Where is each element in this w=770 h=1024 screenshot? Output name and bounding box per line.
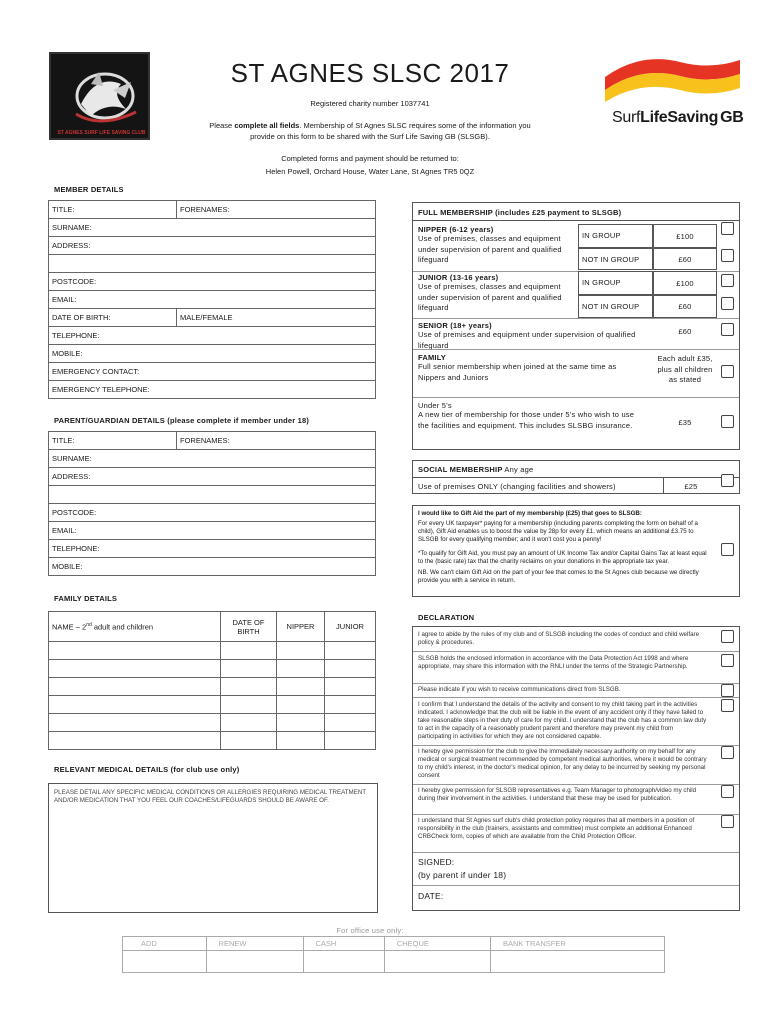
- notice-line-1: Please complete all fields. Membership of St Agnes SLSC requires some of the information you: [209, 121, 531, 130]
- office-col-bank-transfer: BANK TRANSFER: [491, 937, 665, 951]
- family-option: FAMILY Full senior membership when joined at the same time as Nippers and Juniors: [418, 353, 617, 382]
- member-emergency-contact-field[interactable]: EMERGENCY CONTACT:: [49, 363, 376, 381]
- signed-sublabel: (by parent if under 18): [418, 870, 507, 880]
- office-col-add: ADD: [123, 937, 207, 951]
- social-price: £25: [684, 482, 698, 491]
- family-row[interactable]: [49, 714, 376, 732]
- medical-note-line-1: PLEASE DETAIL ANY SPECIFIC MEDICAL CONDITIONS OR ALLERGIES REQUIRING MEDICAL TREATMENT: [54, 789, 367, 796]
- medical-heading: RELEVANT MEDICAL DETAILS (for club use only): [54, 765, 240, 774]
- nipper-not-in-group-checkbox[interactable]: [721, 249, 734, 262]
- return-line-2: Helen Powell, Orchard House, Water Lane, St Agnes TR5 0QZ: [265, 167, 475, 176]
- senior-option: SENIOR (18+ years) Use of premises and equipment under supervision of qualified lifeguard: [418, 321, 636, 350]
- family-row[interactable]: [49, 642, 376, 660]
- family-table: [48, 611, 376, 750]
- return-line-1: Completed forms and payment should be returned to:: [281, 154, 459, 163]
- guardian-email-field[interactable]: EMAIL:: [49, 522, 376, 540]
- slsgb-logo: [600, 52, 750, 142]
- family-col-name: NAME – 2nd adult and children: [49, 612, 221, 642]
- office-col-cash: CASH: [303, 937, 384, 951]
- guardian-heading: PARENT/GUARDIAN DETAILS (please complete if member under 18): [54, 416, 310, 425]
- date-label[interactable]: DATE:: [418, 891, 444, 901]
- junior-in-group-label: IN GROUP: [578, 271, 653, 295]
- signed-label[interactable]: SIGNED:: [418, 857, 455, 867]
- medical-details-box[interactable]: [48, 783, 378, 913]
- declaration-item: I hereby give permission for the club to give the immediately necessary authority on my behalf for any medical or surgical treatment recommended by competent medical authorities, where it would be contrary to my child's interest, in the doctor's medical opinion, for any delay to be incurred by seeking my personal consent: [418, 748, 707, 780]
- declaration-item: I hereby give permission for SLSGB representatives e.g. Team Manager to photograph/video my child during their involvement in the activities. I understand that these may be used for publication.: [418, 787, 697, 803]
- charity-number: Registered charity number 1037741: [310, 99, 430, 108]
- guardian-postcode-field[interactable]: POSTCODE:: [49, 504, 376, 522]
- family-col-dob: DATE OF BIRTH: [221, 612, 277, 642]
- office-cash-cell[interactable]: [303, 951, 384, 973]
- senior-price: £60: [678, 327, 692, 336]
- nipper-in-group-price: £100: [653, 224, 717, 248]
- declaration-item: I agree to abide by the rules of my club and of SLSGB including the codes of conduct and child welfare policy & procedures.: [418, 631, 700, 647]
- member-surname-field[interactable]: SURNAME:: [49, 219, 376, 237]
- full-membership-panel: [412, 202, 740, 450]
- gift-aid-panel: [412, 505, 740, 597]
- gift-aid-checkbox[interactable]: [721, 543, 734, 556]
- declaration-panel: [412, 626, 740, 911]
- nipper-option: NIPPER (6-12 years) Use of premises, classes and equipment under supervision of parent and qualified lifeguard: [418, 225, 562, 264]
- declaration-checkbox-6[interactable]: [721, 785, 734, 798]
- guardian-address-line-2[interactable]: [49, 486, 376, 504]
- member-details-table: [48, 200, 376, 399]
- gift-aid-para-2: *To qualify for Gift Aid, you must pay an amount of UK Income Tax and/or Capital Gains Tax at least equal to the (basic rate) tax that the charity reclaims on your donations in the appropriate tax year.: [418, 550, 707, 566]
- guardian-forenames-field[interactable]: FORENAMES:: [177, 432, 376, 450]
- social-membership-panel: [412, 460, 740, 494]
- guardian-table: [48, 431, 376, 576]
- declaration-item: I confirm that I understand the details of the activity and consent to my child taking part in the activities indicated. I acknowledge that the club will be liable in the event of any accident only if they have failed to take reasonable steps in their duty of care for my child. I understand that the club has a common law duty to act in the capacity of a reasonably prudent parent and therefore may prevent my child from participating in activities for which they are not considered capable.: [418, 701, 707, 741]
- office-caption: For office use only:: [336, 926, 404, 935]
- member-details-heading: MEMBER DETAILS: [54, 185, 124, 194]
- declaration-item: I understand that St Agnes surf club's child protection policy requires that all members in a position of responsibility in the club (trainers, assistants and committee) must complete an additional Enhanced CRBCheck form, copies of which are available from the Child Protection Officer.: [418, 817, 695, 841]
- office-col-renew: RENEW: [206, 937, 303, 951]
- member-dob-field[interactable]: DATE OF BIRTH:: [49, 309, 177, 327]
- under5-checkbox[interactable]: [721, 415, 734, 428]
- guardian-telephone-field[interactable]: TELEPHONE:: [49, 540, 376, 558]
- office-col-cheque: CHEQUE: [384, 937, 490, 951]
- family-price: Each adult £35, plus all children as stated: [657, 354, 713, 384]
- junior-in-group-checkbox[interactable]: [721, 274, 734, 287]
- gift-aid-para-3: NB. We can't claim Gift Aid on the part of your fee that comes to the St Agnes club because we directly provide you with a service in return.: [418, 569, 699, 585]
- club-logo-emblem: [51, 54, 150, 140]
- member-mobile-field[interactable]: MOBILE:: [49, 345, 376, 363]
- social-checkbox[interactable]: [721, 474, 734, 487]
- member-forenames-field[interactable]: FORENAMES:: [177, 201, 376, 219]
- guardian-address-field[interactable]: ADDRESS:: [49, 468, 376, 486]
- under5-price: £35: [678, 418, 692, 427]
- family-checkbox[interactable]: [721, 365, 734, 378]
- family-row[interactable]: [49, 732, 376, 750]
- social-desc: Use of premises ONLY (changing facilities and showers): [418, 482, 616, 491]
- office-cheque-cell[interactable]: [384, 951, 490, 973]
- family-col-junior: JUNIOR: [325, 612, 376, 642]
- declaration-heading: DECLARATION: [418, 613, 475, 622]
- family-col-nipper: NIPPER: [277, 612, 325, 642]
- nipper-in-group-checkbox[interactable]: [721, 222, 734, 235]
- declaration-checkbox-5[interactable]: [721, 746, 734, 759]
- club-logo: [49, 52, 150, 140]
- full-membership-heading: FULL MEMBERSHIP (includes £25 payment to SLSGB): [418, 208, 622, 217]
- gift-aid-para-1: For every UK taxpayer* paying for a membership (including parents completing the form on behalf of a child), Gift Aid enables us to boost the value by 28p for every £1, which means an additional £3.75 to SLSGB for every qualifying member; and it won't cost you a penny!: [418, 520, 698, 544]
- nipper-in-group-label: IN GROUP: [578, 224, 653, 248]
- declaration-checkbox-4[interactable]: [721, 699, 734, 712]
- member-address-line-2[interactable]: [49, 255, 376, 273]
- guardian-title-field[interactable]: TITLE:: [49, 432, 177, 450]
- member-title-field[interactable]: TITLE:: [49, 201, 177, 219]
- slsgb-logo-text: SurfLifeSaving GB: [612, 109, 744, 126]
- junior-in-group-price: £100: [653, 271, 717, 295]
- office-table: [122, 936, 665, 973]
- slsgb-flag-icon: [600, 52, 750, 112]
- family-row[interactable]: [49, 678, 376, 696]
- junior-option: JUNIOR (13-16 years) Use of premises, classes and equipment under supervision of parent and qualified lifeguard: [418, 273, 562, 312]
- page-title: ST AGNES SLSC 2017: [230, 58, 510, 88]
- declaration-item: Please indicate if you wish to receive communications direct from SLSGB.: [418, 686, 621, 693]
- declaration-checkbox-7[interactable]: [721, 815, 734, 828]
- notice-line-2: provide on this form to be shared with the Surf Life Saving GB (SLSGB).: [250, 132, 490, 141]
- nipper-not-in-group-label: NOT IN GROUP: [578, 248, 653, 270]
- guardian-surname-field[interactable]: SURNAME:: [49, 450, 376, 468]
- member-email-field[interactable]: EMAIL:: [49, 291, 376, 309]
- nipper-not-in-group-price: £60: [653, 248, 717, 270]
- club-logo-text: ST AGNES SURF LIFE SAVING CLUB: [57, 129, 146, 136]
- member-emergency-telephone-field[interactable]: EMERGENCY TELEPHONE:: [49, 381, 376, 399]
- member-address-field[interactable]: ADDRESS:: [49, 237, 376, 255]
- declaration-checkbox-2[interactable]: [721, 654, 734, 667]
- declaration-checkbox-1[interactable]: [721, 630, 734, 643]
- member-gender-field[interactable]: MALE/FEMALE: [177, 309, 376, 327]
- under5-option: Under 5’s A new tier of membership for those under 5’s who wish to use the facilities and equipment. This includes SLSBG insurance.: [418, 401, 635, 430]
- family-heading: FAMILY DETAILS: [54, 594, 118, 603]
- senior-checkbox[interactable]: [721, 323, 734, 336]
- member-postcode-field[interactable]: POSTCODE:: [49, 273, 376, 291]
- office-renew-cell[interactable]: [206, 951, 303, 973]
- gift-aid-title: I would like to Gift Aid the part of my membership (£25) that goes to SLSGB:: [418, 510, 642, 517]
- medical-note-line-2: AND/OR MEDICATION THAT YOU FEEL OUR COACHES/LIFEGUARDS SHOULD BE AWARE OF.: [54, 797, 329, 805]
- declaration-checkbox-3[interactable]: [721, 684, 734, 697]
- member-telephone-field[interactable]: TELEPHONE:: [49, 327, 376, 345]
- office-add-cell[interactable]: [123, 951, 207, 973]
- junior-not-in-group-checkbox[interactable]: [721, 297, 734, 310]
- family-row[interactable]: [49, 696, 376, 714]
- office-bank-transfer-cell[interactable]: [491, 951, 665, 973]
- family-row[interactable]: [49, 660, 376, 678]
- guardian-mobile-field[interactable]: MOBILE:: [49, 558, 376, 576]
- declaration-item: SLSGB holds the enclosed information in accordance with the Data Protection Act 1998 and where appropriate, may share this information with the RNLI under the terms of the Strategic Partnership.: [418, 655, 689, 671]
- junior-not-in-group-label: NOT IN GROUP: [578, 295, 653, 318]
- social-heading: SOCIAL MEMBERSHIP Any age: [418, 465, 534, 474]
- junior-not-in-group-price: £60: [653, 295, 717, 318]
